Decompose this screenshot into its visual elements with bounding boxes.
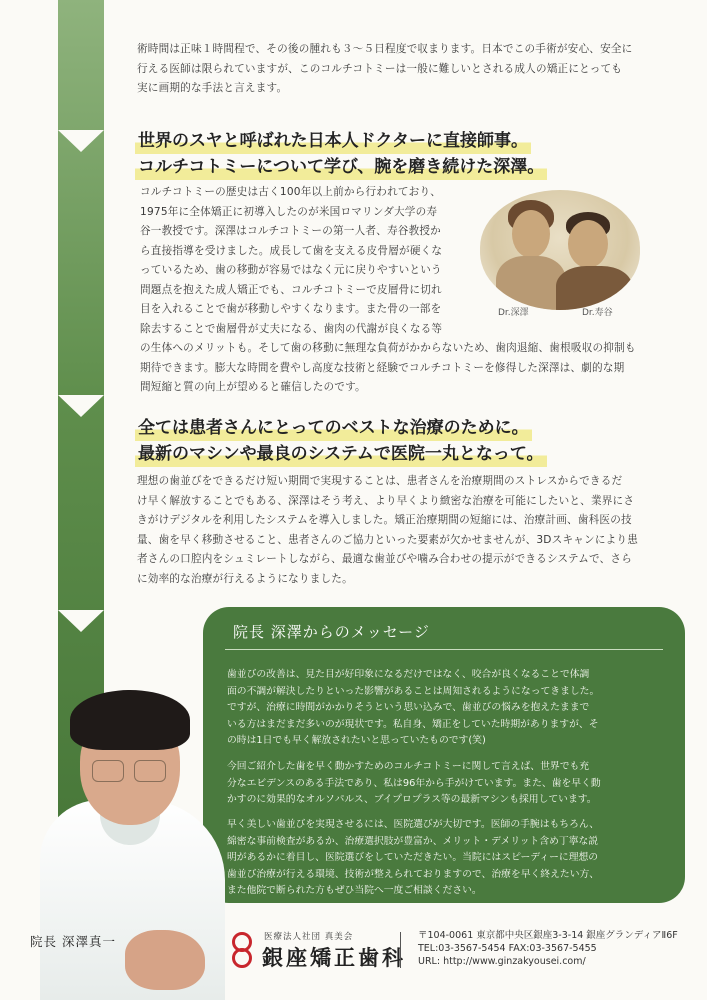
caption-dr-kotobukiya: Dr.寿谷: [582, 308, 613, 318]
caption-dr-fukasawa: Dr.深澤: [498, 308, 529, 318]
footer-address: 〒104-0061 東京都中央区銀座3-3-14 銀座グランディアⅡ6F: [418, 930, 678, 941]
director-message-box: [203, 607, 685, 903]
intro-paragraph: 術時間は正味１時間程で、その後の腫れも３～５日程度で収まります。日本でこの手術が安心、安全に 行える医師は限られていますが、このコルチコトミーは一般に難しいとされる成人の矯正にとっても 実に画期的な手法と言えます。: [137, 43, 633, 94]
portrait-caption: 院長 深澤真一: [30, 934, 116, 949]
stripe-arrow-1: [58, 130, 104, 152]
footer-divider: [400, 932, 401, 968]
message-paragraph-2: 今回ご紹介した歯を早く動かすためのコルチコトミーに関して言えば、世界でも充 分なエビデンスのある手法であり、私は96年から手がけています。また、歯を早く動 かすのに効果的なオルソパルス、ブイプロプラス等の最新マシンも採用しています。: [227, 761, 601, 805]
doctor-right-body: [556, 266, 632, 310]
section1-paragraph-full: の生体へのメリットも。そして歯の移動に無理な負荷がかからないため、歯肉退縮、歯根吸収の抑制も 期待できます。膨大な時間を費やし高度な技術と経験でコルチコトミーを修得した深澤は、劇的な期 間短縮と質の向上が望めると確信したのです。: [140, 342, 636, 393]
org-name: 医療法人社団 真美会: [264, 932, 354, 942]
stripe-arrow-2: [58, 395, 104, 417]
section2-paragraph: 理想の歯並びをできるだけ短い期間で実現することは、患者さんを治療期間のストレスからできるだ け早く解放することでもある、深澤はそう考え、より早くより緻密な治療を可能にしたいと、業界にさ きがけデジタルを利用したシステムを導入しました。矯正治療期間の短縮には、治療計画、歯科医の技 量、歯を早く移動させること、患者さんのご協力といった要素が欠かせませんが、3Dスキャンにより患 者さんの口腔内をシュミレートしながら、最適な歯並びや噛み合わせの提示ができるシステムで、さら に効率的な治療が行えるようになりました。: [137, 475, 639, 585]
footer-url[interactable]: URL: http://www.ginzakyousei.com/: [418, 956, 586, 967]
stripe-arrow-3: [58, 610, 104, 632]
section1-heading: [135, 128, 547, 180]
section1-heading-line1: 世界のスヤと呼ばれた日本人ドクターに直接師事。: [135, 128, 531, 154]
footer-tel-fax: TEL:03-3567-5454 FAX:03-3567-5455: [418, 943, 597, 954]
section1-heading-line2: コルチコトミーについて学び、腕を磨き続けた深澤。: [135, 154, 547, 180]
portrait-hair: [70, 690, 190, 750]
message-title: 院長 深澤からのメッセージ: [233, 623, 430, 641]
clinic-logo-mark: [232, 932, 254, 970]
portrait-hand: [125, 930, 205, 990]
doctors-photo: [480, 190, 640, 310]
doctor-left-face: [512, 210, 550, 258]
message-paragraph-1: 歯並びの改善は、見た目が好印象になるだけではなく、咬合が良くなることで体調 面の不調が解決したりといった影響があることは周知されるようになってきました。 ですが、治療に時間がかかりそうという思い込みで、歯並びの悩みを抱えたままで いる方はまだまだ多いのが現状です。私自身、矯正をしていた時期がありますが、そ の時は1日でも早く解放されたいと思っていたものです(笑): [227, 669, 600, 746]
director-portrait: [30, 680, 220, 1000]
doctor-right-face: [568, 220, 608, 268]
portrait-glasses-right: [134, 760, 166, 782]
logo-circle-2: [232, 948, 252, 968]
section2-heading-line2: 最新のマシンや最良のシステムで医院一丸となって。: [135, 441, 547, 467]
portrait-glasses-left: [92, 760, 124, 782]
message-title-rule: [225, 649, 663, 650]
clinic-name: 銀座矯正歯科: [262, 945, 406, 970]
section1-paragraph-left: コルチコトミーの歴史は古く100年以上前から行われており、 1975年に全体矯正に初導入したのが米国ロマリンダ大学の寿 谷一教授です。深澤はコルチコトミーの第一人者、寿谷教授か ら直接指導を受けました。成長して歯を支える皮骨層が硬くな っているため、歯の移動が容易ではなく元に戻りやすいという 問題点を抱えた成人矯正でも、コルチコトミーで皮層骨に切れ 目を入れることで歯が移動しやすくなります。また骨の一部を 除去することで歯層骨が丈夫になる、歯肉の代謝が良くなる等: [140, 186, 443, 335]
section2-heading-line1: 全ては患者さんにとってのベストな治療のために。: [135, 415, 532, 441]
message-paragraph-3: 早く美しい歯並びを実現させるには、医院選びが大切です。医師の手腕はもちろん、 綿密な事前検査があるか、治療選択肢が豊富か、メリット・デメリット含め丁寧な説 明があるかに着目し、医院選びをしていただきたい。当院にはスピーディーに理想の 歯並び治療が行える環境、技術が整えられておりますので、治療を早く終えたい方、 また他院で断られた方もぜひ当院へ一度ご相談ください。: [227, 819, 600, 896]
section2-heading: [135, 415, 547, 467]
